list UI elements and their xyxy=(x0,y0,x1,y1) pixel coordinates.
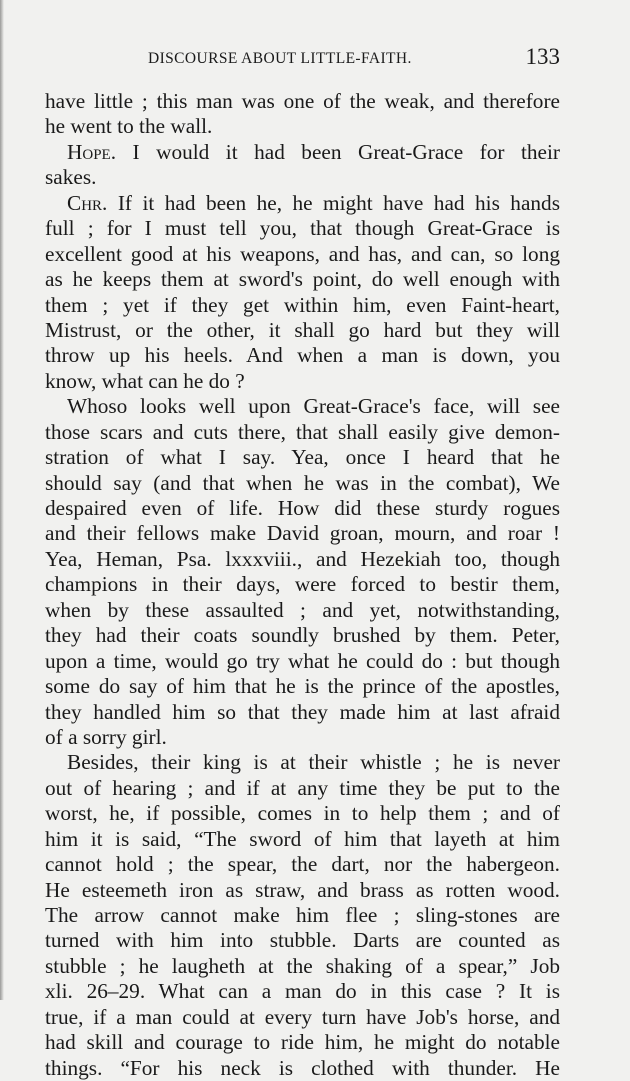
text-line: stration of what I say. Yea, once I heard that he xyxy=(45,445,560,470)
text-line: Mistrust, or the other, it shall go hard but they will xyxy=(45,317,560,342)
speaker-label: Hope. xyxy=(67,139,117,164)
text-line xyxy=(45,140,560,165)
text-line: out of hearing ; and if at any time they be put to the xyxy=(45,775,560,800)
text-line xyxy=(45,191,560,216)
text-line: cannot hold ; the spear, the dart, nor the habergeon. xyxy=(45,852,560,877)
text-line: have little ; this man was one of the weak, and therefore xyxy=(45,89,560,113)
text-line: when by these assaulted ; and yet, notwithstanding, xyxy=(45,597,560,622)
text-line: they had their coats soundly brushed by them. Peter, xyxy=(45,623,560,648)
text-line: and their fellows make David groan, mourn, and roar ! xyxy=(45,521,560,546)
paragraph xyxy=(45,191,560,395)
text-line: Besides, their king is at their whistle ; he is never xyxy=(67,750,560,775)
text-line: full ; for I must tell you, that though Great-Grace is xyxy=(45,216,560,241)
text-line: excellent good at his weapons, and has, and can, so long xyxy=(45,241,560,266)
paragraph xyxy=(45,750,560,1081)
text-line: he went to the wall. xyxy=(45,114,213,139)
text-line: champions in their days, were forced to bestir them, xyxy=(45,572,560,597)
text-line: of a sorry girl. xyxy=(45,724,167,749)
text-line: some do say of him that he is the prince of the apostles, xyxy=(45,674,560,699)
text-line: sakes. xyxy=(45,165,97,190)
text-line: him it is said, “The sword of him that layeth at him xyxy=(45,826,560,851)
text-line: should say (and that when he was in the combat), We xyxy=(45,470,560,495)
page-number: 133 xyxy=(525,44,560,69)
text-line: Whoso looks well upon Great-Grace's face, will see xyxy=(67,394,560,419)
speaker-label: Chr. xyxy=(67,190,108,215)
text-line: turned with him into stubble. Darts are counted as xyxy=(45,928,560,953)
text-line: throw up his heels. And when a man is down, you xyxy=(45,343,560,368)
text-line: they handled him so that they made him at last afraid xyxy=(45,699,560,724)
scan-edge-shadow xyxy=(0,0,4,1000)
text-line: The arrow cannot make him flee ; sling-stones are xyxy=(45,903,560,927)
line-text: I would it had been Great-Grace for their xyxy=(132,139,560,164)
text-line: worst, he, if possible, comes in to help them ; and of xyxy=(45,801,560,826)
text-line: those scars and cuts there, that shall easily give demon- xyxy=(45,419,560,444)
text-line: things. “For his neck is clothed with thunder. He xyxy=(45,1055,560,1080)
text-line: as he keeps them at sword's point, do well enough with xyxy=(45,267,560,292)
text-line: despaired even of life. How did these sturdy rogues xyxy=(45,496,560,520)
running-title: DISCOURSE ABOUT LITTLE-FAITH. xyxy=(148,50,412,67)
text-line: true, if a man could at every turn have Job's horse, and xyxy=(45,1004,560,1029)
line-text: If it had been he, he might have had his hands xyxy=(117,190,560,215)
text-line: them ; yet if they get within him, even Faint-heart, xyxy=(45,292,560,317)
text-line: He esteemeth iron as straw, and brass as rotten wood. xyxy=(45,877,560,902)
text-line: xli. 26–29. What can a man do in this case ? It is xyxy=(45,979,560,1004)
text-line: know, what can he do ? xyxy=(45,368,245,393)
text-line: Yea, Heman, Psa. lxxxviii., and Hezekiah too, though xyxy=(45,546,560,571)
paragraph xyxy=(45,140,560,191)
text-line: stubble ; he laugheth at the shaking of a spear,” Job xyxy=(45,953,560,978)
text-line: had skill and courage to ride him, he might do notable xyxy=(45,1030,560,1055)
paragraph xyxy=(45,394,560,750)
paragraph xyxy=(45,89,560,140)
text-line: upon a time, would go try what he could do : but though xyxy=(45,648,560,673)
page-body xyxy=(45,89,560,1081)
page-header xyxy=(45,44,560,74)
